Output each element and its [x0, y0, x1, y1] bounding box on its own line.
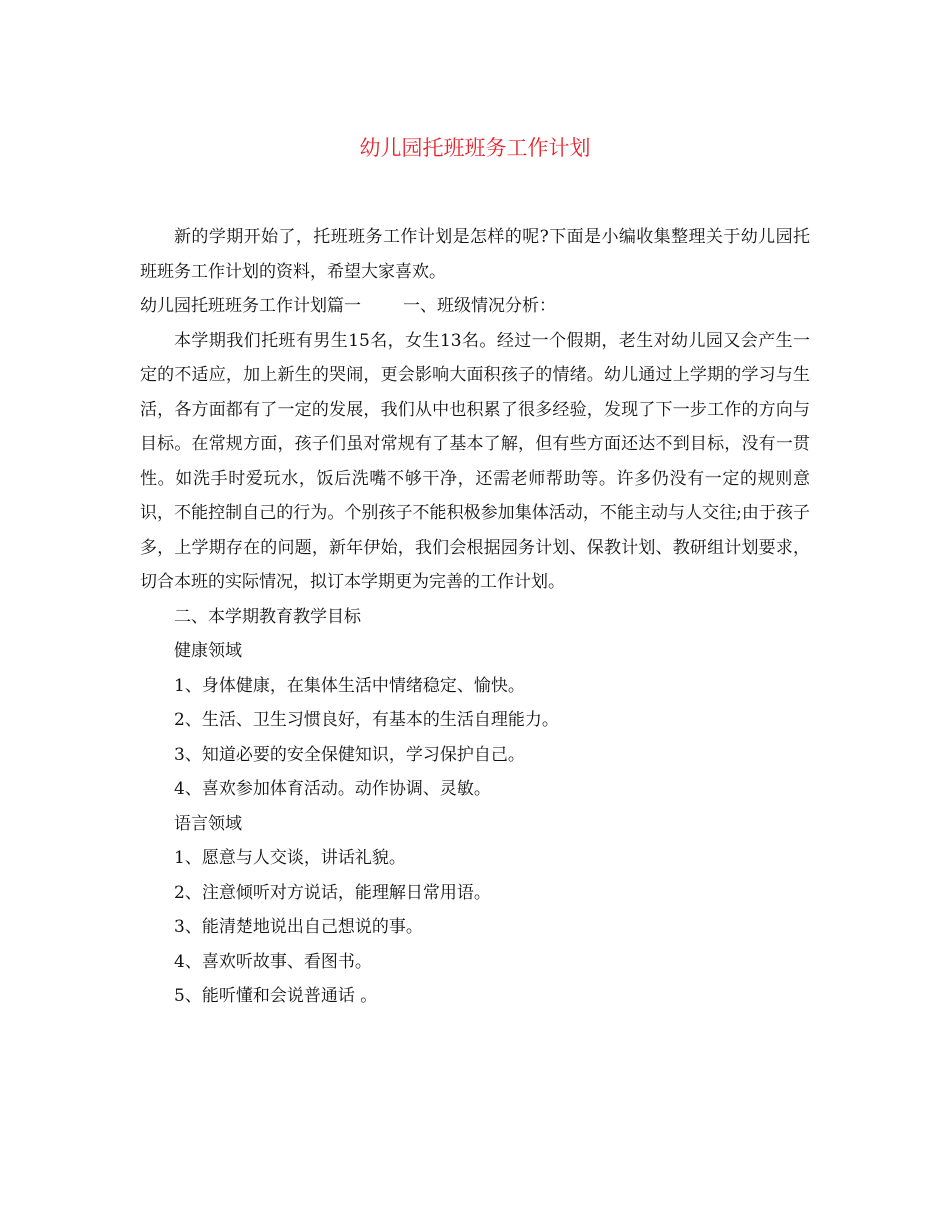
document-body [140, 220, 810, 1014]
health-heading: 健康领域 [174, 641, 242, 661]
section-heading-part-one: 一、班级情况分析： [403, 296, 556, 316]
health-item: 4、喜欢参加体育活动。动作协调、灵敏。 [174, 779, 491, 799]
goals-heading: 二、本学期教育教学目标 [174, 606, 361, 627]
language-heading: 语言领域 [174, 813, 242, 834]
situation-paragraph: 本学期我们托班有男生15名，女生13名。经过一个假期，老生对幼儿园又会产生一定的不适应，加上新生的哭闹，更会影响大面积孩子的情绪。幼儿通过上学期的学习与生活，各方面都有了一定的发展，我们从中也积累了很多经验，发现了下一步工作的方向与目标。在常规方面，孩子们虽对常规有了基本了解，但有些方面还达不到目标，没有一贯性。如洗手时爱玩水，饭后洗嘴不够干净，还需老师帮助等。许多仍没有一定的规则意识，不能控制自己的行为。个别孩子不能积极参加集体活动，不能主动与人交往;由于孩子多，上学期存在的问题，新年伊始，我们会根据园务计划、保教计划、教研组计划要求，切合本班的实际情况，拟订本学期更为完善的工作计划。 [140, 330, 810, 592]
language-item: 2、注意倾听对方说话，能理解日常用语。 [174, 882, 491, 903]
language-item: 4、喜欢听故事、看图书。 [174, 951, 372, 972]
language-item: 1、愿意与人交谈，讲话礼貌。 [174, 848, 406, 868]
health-item: 3、知道必要的安全保健知识，学习保护自己。 [174, 744, 525, 765]
document-title: 幼儿园托班班务工作计划 [359, 136, 591, 160]
section-heading [140, 289, 810, 324]
language-item: 3、能清楚地说出自己想说的事。 [174, 917, 423, 937]
intro-paragraph: 新的学期开始了，托班班务工作计划是怎样的呢?下面是小编收集整理关于幼儿园托班班务工作计划的资料，希望大家喜欢。 [140, 227, 810, 282]
health-item: 2、生活、卫生习惯良好，有基本的生活自理能力。 [174, 710, 559, 730]
health-item: 1、身体健康，在集体生活中情绪稳定、愉快。 [174, 675, 525, 696]
section-heading-article: 幼儿园托班班务工作计划篇一 [140, 296, 361, 316]
language-item: 5、能听懂和会说普通话 。 [174, 986, 378, 1006]
